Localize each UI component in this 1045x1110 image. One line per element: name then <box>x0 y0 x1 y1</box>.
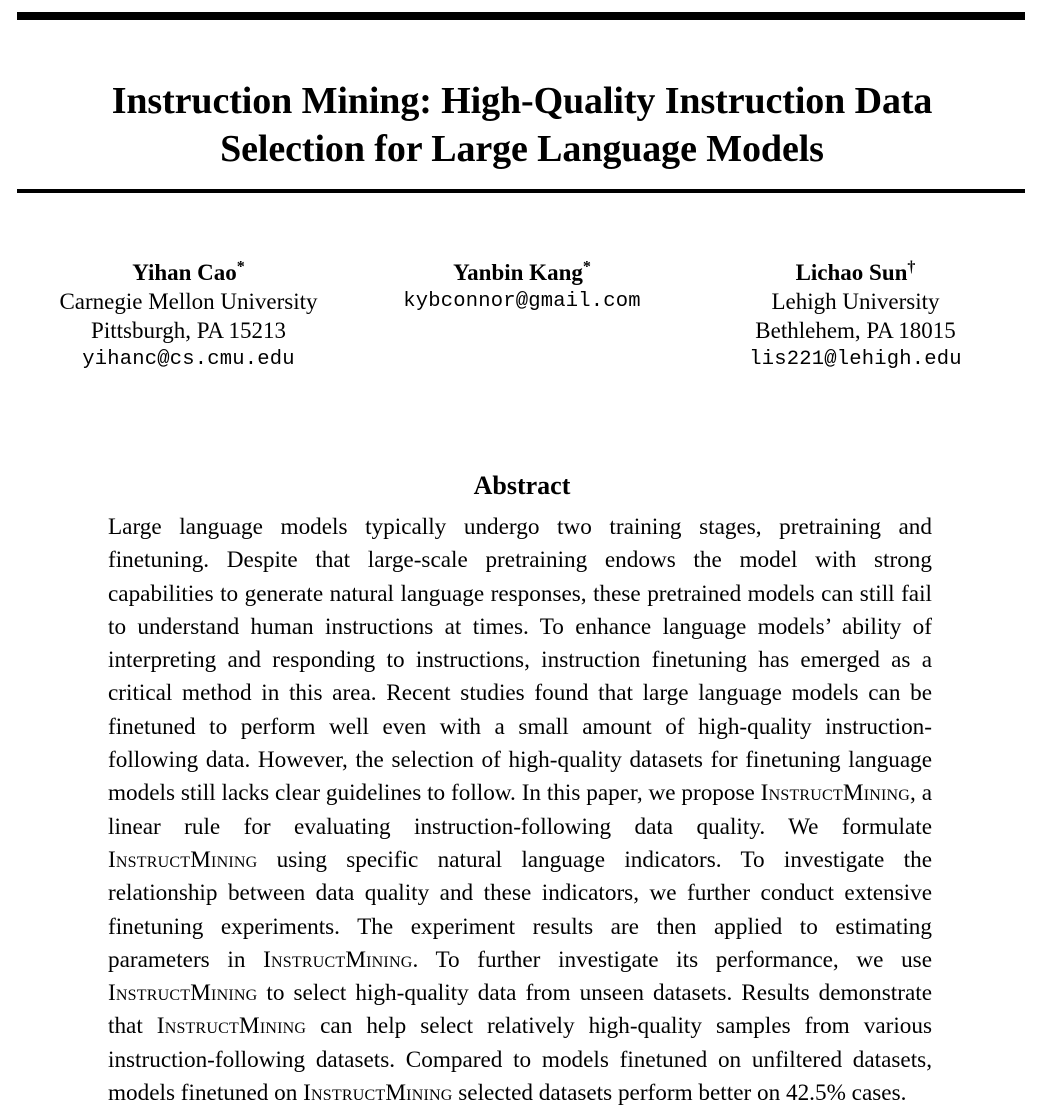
abstract-segment-2: , a linear rule for evaluating instruction-following data quality. We formulate <box>108 780 932 840</box>
author-column-1 <box>22 258 355 374</box>
abstract-segment-6: can help select relatively high-quality samples from various instruction-following datasets. Compared to models finetuned on unfiltered datasets, models finetuned on <box>108 1013 932 1107</box>
abstract-heading: Abstract <box>473 470 571 500</box>
header-rule-thin <box>17 189 1025 193</box>
author-footnote-marker: * <box>236 258 245 276</box>
author-affiliation: Carnegie Mellon University <box>59 289 318 314</box>
method-name-mention: InstructMining <box>263 946 413 973</box>
method-name-mention: InstructMining <box>108 980 258 1007</box>
author-name-text: Lichao Sun <box>795 260 908 285</box>
abstract-segment-4: . To further investigate its performance, we use <box>412 946 932 973</box>
author-name <box>689 258 1022 287</box>
author-block <box>22 258 1022 374</box>
author-email[interactable]: kybconnor@gmail.com <box>403 290 641 313</box>
method-name-mention: InstructMining <box>303 1080 453 1107</box>
abstract-segment-5: to select high-quality data from unseen datasets. Results demonstrate that <box>108 980 932 1040</box>
author-location: Pittsburgh, PA 15213 <box>91 318 286 343</box>
author-column-2 <box>356 258 689 316</box>
method-name-mention: InstructMining <box>156 1013 307 1040</box>
abstract-segment-3: using specific natural language indicators. To investigate the relationship between data quality and these indicators, we further conduct extensive finetuning experiments. The experiment results are then applied to estimating parameters in <box>108 846 932 973</box>
method-name-mention: InstructMining <box>108 846 258 873</box>
author-email[interactable]: yihanc@cs.cmu.edu <box>82 348 295 371</box>
page-title-line-1: Instruction Mining: High-Quality Instruction Data <box>111 80 933 123</box>
author-name <box>22 258 355 287</box>
author-name-text: Yihan Cao <box>132 260 237 285</box>
author-location: Bethlehem, PA 18015 <box>755 318 956 343</box>
method-name-mention: InstructMining <box>760 780 911 807</box>
abstract-segment-7: selected datasets perform better on 42.5% cases. <box>452 1080 907 1107</box>
abstract-body <box>108 511 932 1110</box>
author-footnote-marker: † <box>907 258 916 276</box>
author-footnote-marker: * <box>582 258 591 276</box>
author-name-text: Yanbin Kang <box>453 260 583 285</box>
abstract-segment-1: Large language models typically undergo two training stages, pretraining and finetuning. Despite that large-scale pretraining endows the model with strong capabilities to generate natural language responses, these pretrained models can still fail to understand human instructions at times. To enhance language models’ ability of interpreting and responding to instructions, instruction finetuning has emerged as a critical method in this area. Recent studies found that large language models can be finetuned to perform well even with a small amount of high-quality instruction-following data. However, the selection of high-quality datasets for finetuning language models still lacks clear guidelines to follow. In this paper, we propose <box>108 514 932 807</box>
abstract-paragraph <box>108 511 932 1110</box>
author-column-3 <box>689 258 1022 374</box>
author-email[interactable]: lis221@lehigh.edu <box>749 348 962 371</box>
page-title <box>22 77 1022 173</box>
author-affiliation: Lehigh University <box>771 289 940 314</box>
author-name <box>356 258 689 287</box>
page-title-line-2: Selection for Large Language Models <box>220 128 824 171</box>
header-rule-thick <box>17 12 1025 20</box>
